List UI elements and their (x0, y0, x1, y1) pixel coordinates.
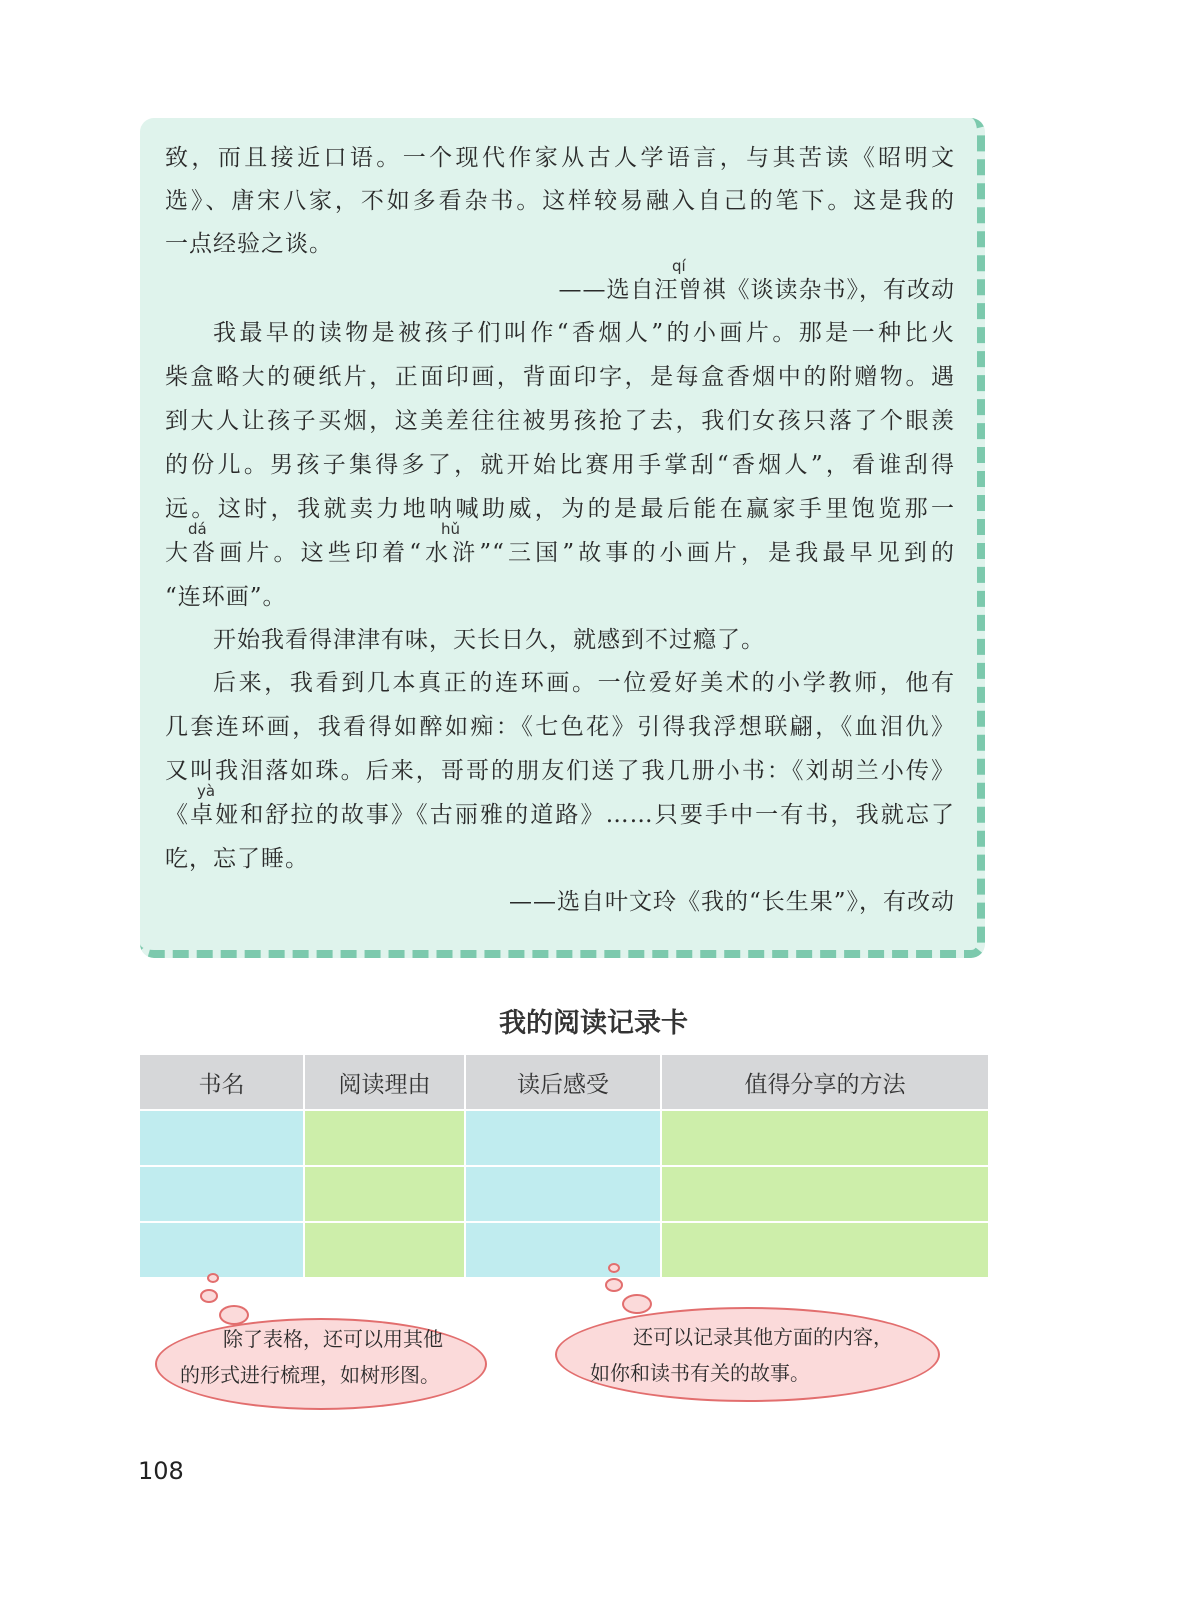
passage1-source: ——选自汪曾祺《谈读杂书》，有改动 (558, 277, 955, 303)
table-cell (140, 1223, 305, 1277)
header-book-title: 书名 (140, 1055, 305, 1109)
passage2-line-7: “连环画”。 (165, 584, 287, 610)
pinyin-qi: qí (672, 257, 686, 275)
passage2-line-9: 后来，我看到几本真正的连环画。一位爱好美术的小学教师，他有 (213, 670, 955, 696)
pinyin-da: dá (188, 520, 207, 538)
page-number: 108 (138, 1457, 184, 1485)
table-cell (662, 1167, 990, 1221)
thought-dot (605, 1278, 623, 1292)
tip-right-line-2: 如你和读书有关的故事。 (590, 1361, 810, 1385)
table-cell (140, 1167, 305, 1221)
table-cell (662, 1223, 990, 1277)
table-row (140, 1223, 990, 1277)
reading-record-table (140, 1055, 990, 1279)
table-cell (662, 1111, 990, 1165)
passage1-line-2: 选》、唐宋八家，不如多看杂书。这样较易融入自己的笔下。这是我的 (165, 188, 955, 214)
thought-dot (200, 1289, 218, 1303)
passage2-line-2: 柴盒略大的硬纸片，正面印画，背面印字，是每盒香烟中的附赠物。遇 (165, 364, 955, 390)
passage2-line-6: 大沓画片。这些印着“水浒”“三国”故事的小画片，是我最早见到的 (165, 540, 955, 566)
thought-dot (207, 1273, 219, 1283)
table-cell (305, 1223, 466, 1277)
passage2-line-12: 《卓娅和舒拉的故事》《古丽雅的道路》……只要手中一有书，我就忘了 (165, 802, 955, 828)
table-cell (305, 1167, 466, 1221)
passage2-line-1: 我最早的读物是被孩子们叫作“香烟人”的小画片。那是一种比火 (213, 320, 955, 346)
pinyin-hu: hǔ (441, 520, 461, 538)
tip-right-line-1: 还可以记录其他方面的内容， (633, 1325, 893, 1349)
passage2-line-4: 的份儿。男孩子集得多了，就开始比赛用手掌刮“香烟人”，看谁刮得 (165, 452, 955, 478)
table-cell (305, 1111, 466, 1165)
passage2-line-5: 远。这时，我就卖力地呐喊助威，为的是最后能在赢家手里饱览那一 (165, 496, 955, 522)
header-impression: 读后感受 (466, 1055, 662, 1109)
passage2-line-8: 开始我看得津津有味，天长日久，就感到不过瘾了。 (213, 627, 765, 653)
table-row (140, 1111, 990, 1165)
thought-dot (622, 1294, 652, 1314)
passage2-line-10: 几套连环画，我看得如醉如痴：《七色花》引得我浮想联翩，《血泪仇》 (165, 714, 955, 740)
passage2-line-11: 又叫我泪落如珠。后来，哥哥的朋友们送了我几册小书：《刘胡兰小传》 (165, 758, 955, 784)
header-reading-reason: 阅读理由 (305, 1055, 466, 1109)
tip-left-line-1: 除了表格，还可以用其他 (223, 1327, 443, 1351)
table-cell (466, 1111, 662, 1165)
record-card-title: 我的阅读记录卡 (499, 1008, 688, 1039)
tip-left-line-2: 的形式进行梳理，如树形图。 (180, 1363, 440, 1387)
table-cell (466, 1167, 662, 1221)
passage1-line-3: 一点经验之谈。 (165, 231, 333, 257)
passage1-line-1: 致，而且接近口语。一个现代作家从古人学语言，与其苦读《昭明文 (165, 145, 955, 171)
header-method: 值得分享的方法 (662, 1055, 990, 1109)
table-cell (466, 1223, 662, 1277)
table-row (140, 1167, 990, 1221)
passage2-line-3: 到大人让孩子买烟，这美差往往被男孩抢了去，我们女孩只落了个眼羡 (165, 408, 955, 434)
table-header-row (140, 1055, 990, 1109)
passage2-source: ——选自叶文玲《我的“长生果”》，有改动 (508, 889, 955, 915)
table-cell (140, 1111, 305, 1165)
pinyin-ya: yà (197, 782, 216, 800)
thought-dot (608, 1263, 620, 1273)
passage2-line-13: 吃，忘了睡。 (165, 846, 309, 872)
